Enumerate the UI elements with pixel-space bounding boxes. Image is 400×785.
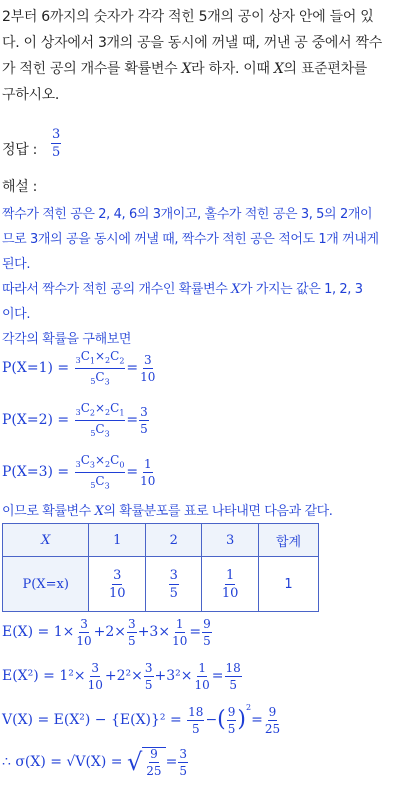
table-cell-sum: 1 [259,557,319,612]
table-row [3,557,319,612]
solution-p3: 각각의 확률을 구해보면 [2,332,132,347]
question-line-3: 가 적힌 공의 개수를 확률변수 X라 하자. 이때 X의 표준편차를 [2,61,368,77]
question-line-1: 2부터 6까지의 숫자가 각각 적힌 5개의 공이 상자 안에 들어 있 [2,9,374,25]
question-line-4: 구하시오. [2,87,60,103]
variance-equation: V(X) = E(X²) − {E(X)}² = $\frac{18}{5}$ − ( $\frac{9}{5}$ ) $^2$ = $\frac{9}{25}$ [2,703,281,736]
stddev-equation: ∴ σ(X) = √V(X) = √ $\frac{9}{25}$ = $\frac{3}{5}$ [2,746,187,778]
solution-p1-line1: 짝수가 적힌 공은 2, 4, 6의 3개이고, 홀수가 적힌 공은 3, 5의 2개이 [2,207,373,222]
answer-value: $\frac{3}{5}$ [52,127,61,160]
table-cell: $\frac{3}{5}$ [146,557,202,612]
prob-equation-2: P(X=2) = $\frac{_3C_2\times_2C_1}{_5C_3}$ = $\frac{3}{5}$ [2,401,148,438]
distribution-table [2,523,319,612]
solution-p4: 이므로 확률변수 X의 확률분포를 표로 나타내면 다음과 같다. [2,504,333,519]
solution-p2-line1: 따라서 짝수가 적힌 공의 개수인 확률변수 X가 가지는 값은 1, 2, 3 [2,282,363,297]
solution-p1-line3: 된다. [2,257,31,272]
solution-p1-line2: 므로 3개의 공을 동시에 꺼낼 때, 짝수가 적힌 공은 적어도 1개 꺼내게 [2,232,379,247]
expectation-square-equation: E(X²) = 1²× $\frac{3}{10}$ +2²× $\frac{3}{5}$ +3²× $\frac{1}{10}$ = $\frac{18}{5}$ [2,660,241,692]
table-cell: $\frac{3}{10}$ [89,557,146,612]
prob-equation-1: P(X=1) = $\frac{_3C_1\times_2C_2}{_5C_3}$ = $\frac{3}{10}$ [2,349,156,386]
table-header-x: X [3,524,89,557]
solution-p2-line2: 이다. [2,307,31,322]
expectation-equation: E(X) = 1× $\frac{3}{10}$ +2× $\frac{3}{5}$ +3× $\frac{1}{10}$ = $\frac{9}{5}$ [2,616,211,648]
table-header-1: 1 [89,524,146,557]
table-header-sum: 합계 [259,524,319,557]
table-header-2: 2 [146,524,202,557]
answer-label: 정답 : [2,142,38,158]
question-line-2: 다. 이 상자에서 3개의 공을 동시에 꺼낼 때, 꺼낸 공 중에서 짝수 [2,35,382,51]
table-header-row [3,524,319,557]
table-header-3: 3 [202,524,259,557]
table-cell: $\frac{1}{10}$ [202,557,259,612]
solution-label: 해설 : [2,179,38,195]
table-row-label: P(X=x) [3,557,89,612]
prob-equation-3: P(X=3) = $\frac{_3C_3\times_2C_0}{_5C_3}$ = $\frac{1}{10}$ [2,453,156,490]
